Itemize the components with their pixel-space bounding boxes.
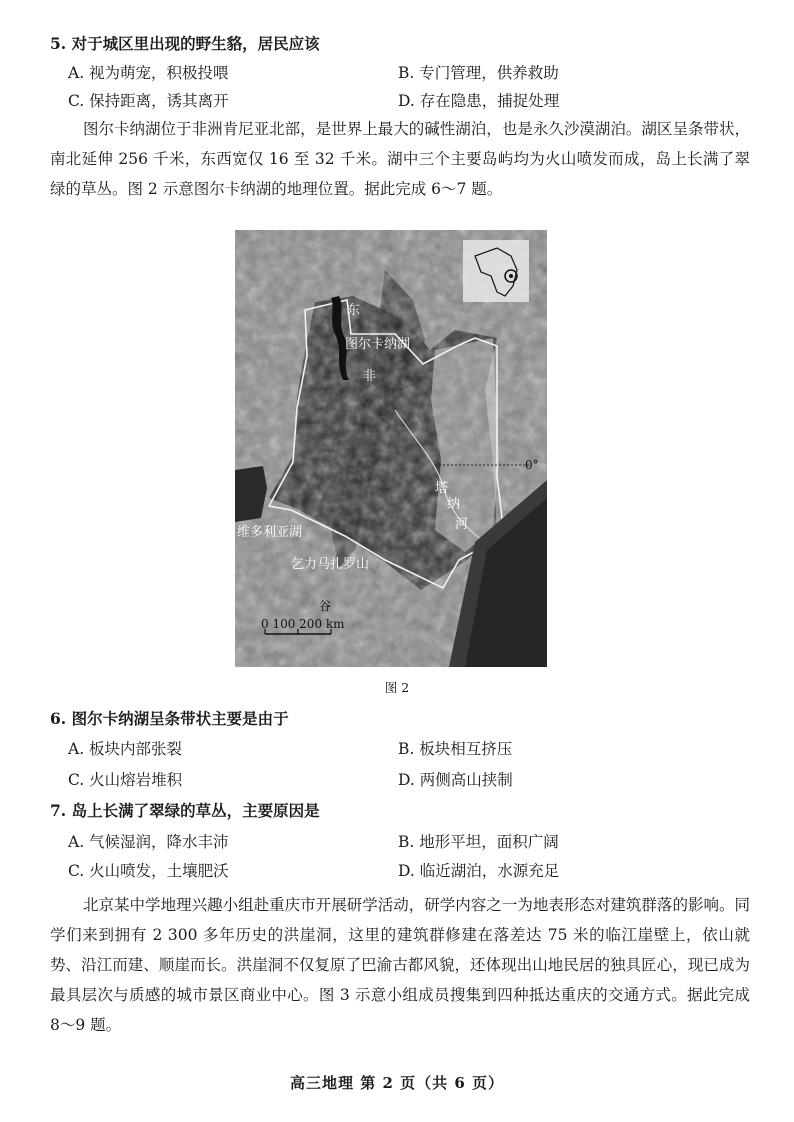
q7-option-b: B. 地形平坦，面积广阔	[398, 833, 559, 851]
q5-option-c: C. 保持距离，诱其离开	[68, 92, 229, 110]
label-river-1: 塔	[435, 481, 449, 496]
passage-chongqing	[50, 890, 750, 1040]
q5-option-b: B. 专门管理，供养救助	[398, 64, 559, 82]
page-footer: 高三地理 第 2 页（共 6 页）	[290, 1074, 504, 1092]
figure-2-map	[235, 230, 547, 667]
passage-chongqing-text: 北京某中学地理兴趣小组赴重庆市开展研学活动，研学内容之一为地表形态对建筑群落的影响。同学们来到拥有 2 300 多年历史的洪崖洞，这里的建筑群修建在落差达 75 米的临江崖壁上，依山就势、沿江而建、顺崖而长。洪崖洞不仅复原了巴渝古都风貌，还体现出山地民居的独具匠心，现已成为最具层次与质感的城市景区商业中心。图 3 示意小组成员搜集到四种抵达重庆的交通方式。据此完成 8～9 题。	[50, 896, 750, 1034]
q6-option-d: D. 两侧高山挟制	[398, 771, 513, 789]
passage-turkana	[50, 114, 750, 204]
label-east: 东	[347, 303, 361, 318]
q7-stem: 7. 岛上长满了翠绿的草丛，主要原因是	[50, 801, 320, 820]
label-lake-turkana: 图尔卡纳湖	[345, 337, 411, 352]
q5-option-a: A. 视为萌宠，积极投喂	[68, 64, 229, 82]
q5-stem: 5. 对于城区里出现的野生貉，居民应该	[50, 34, 320, 53]
q7-option-d: D. 临近湖泊，水源充足	[398, 862, 560, 880]
q6-option-b: B. 板块相互挤压	[398, 740, 513, 758]
map-graphic	[235, 230, 547, 667]
label-valley: 谷	[319, 599, 332, 613]
q5-option-d: D. 存在隐患，捕捉处理	[398, 92, 560, 110]
figure-caption: 图 2	[384, 680, 410, 695]
label-equator: 0°	[525, 458, 539, 472]
q6-option-a: A. 板块内部张裂	[68, 740, 183, 758]
label-lake-victoria: 维多利亚湖	[237, 525, 303, 540]
label-river-2: 纳	[447, 497, 461, 512]
passage-turkana-text: 图尔卡纳湖位于非洲肯尼亚北部，是世界上最大的碱性湖泊，也是永久沙漠湖泊。湖区呈条带状，南北延伸 256 千米，东西宽仅 16 至 32 千米。湖中三个主要岛屿均为火山喷发而成，岛上长满了翠绿的草丛。图 2 示意图尔卡纳湖的地理位置。据此完成 6～7 题。	[50, 120, 750, 198]
label-scale: 0 100 200 km	[261, 617, 345, 631]
inset-africa	[463, 240, 529, 302]
q6-stem: 6. 图尔卡纳湖呈条带状主要是由于	[50, 709, 289, 728]
label-flank: 非	[363, 369, 377, 384]
q7-option-c: C. 火山喷发，土壤肥沃	[68, 862, 229, 880]
label-kilimanjaro: 乞力马扎罗山	[291, 557, 370, 572]
label-river-3: 河	[455, 517, 469, 532]
q6-option-c: C. 火山熔岩堆积	[68, 771, 183, 789]
q7-option-a: A. 气候湿润，降水丰沛	[68, 833, 229, 851]
